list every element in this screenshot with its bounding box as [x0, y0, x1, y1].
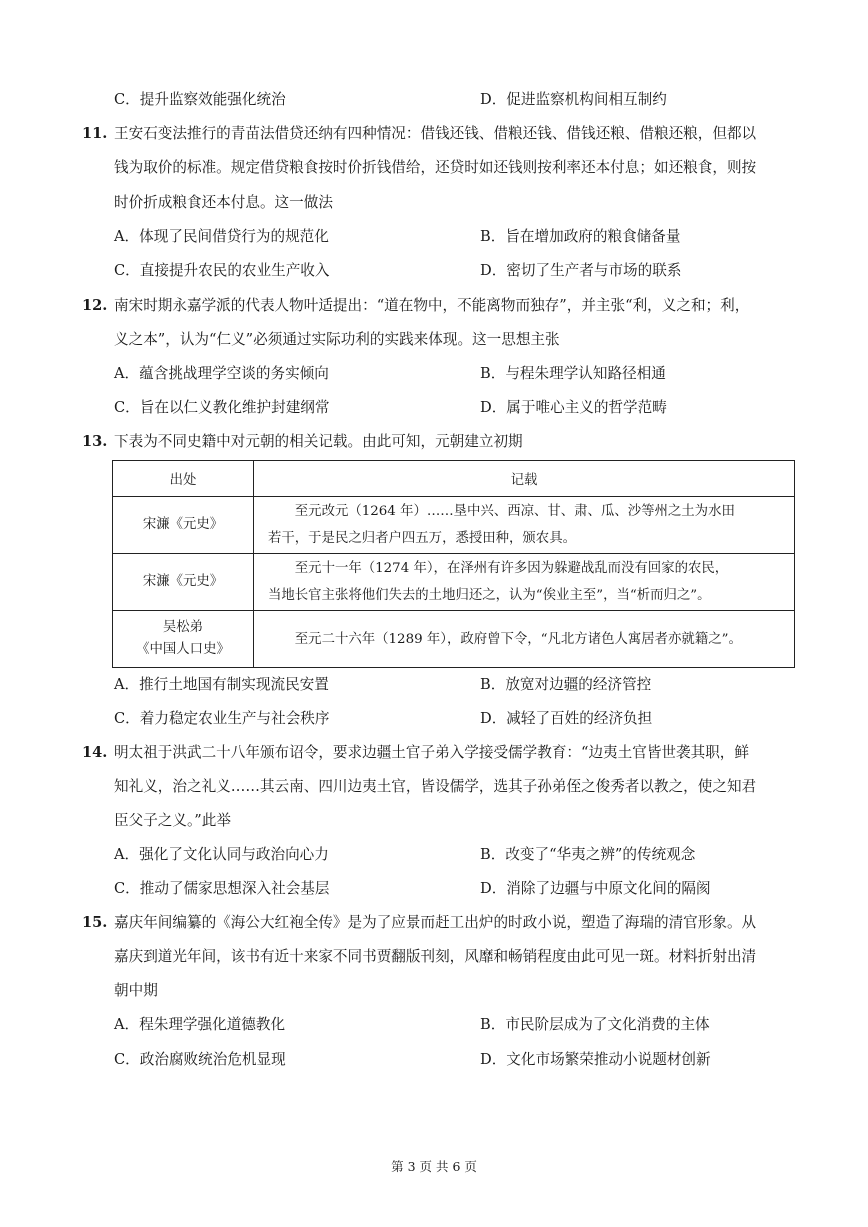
header-source: 出处 — [113, 461, 254, 497]
option-b: B．放宽对边疆的经济管控 — [480, 676, 652, 693]
option-a: A．推行土地国有制实现流民安置 — [114, 676, 329, 693]
records-table — [112, 460, 795, 668]
prev-option-c: C．提升监察效能强化统治 — [114, 91, 286, 108]
question-stem-line: 钱为取价的标准。规定借贷粮食按时价折钱借给，还贷时如还钱则按利率还本付息；如还粮食，则按 — [114, 159, 757, 176]
question-number: 15. — [82, 914, 108, 931]
record-cell — [254, 611, 795, 668]
option-a: A．强化了文化认同与政治向心力 — [114, 846, 329, 863]
source-text: 《中国人口史》 — [136, 642, 230, 657]
source-cell — [113, 554, 254, 611]
record-cell — [254, 554, 795, 611]
option-c: C．着力稳定农业生产与社会秩序 — [114, 710, 330, 727]
record-line: 至元改元（1264 年）……垦中兴、西凉、甘、肃、瓜、沙等州之土为水田 — [294, 504, 735, 519]
prev-option-d: D．促进监察机构间相互制约 — [480, 91, 667, 108]
question-stem-line: 王安石变法推行的青苗法借贷还纳有四种情况：借钱还钱、借粮还钱、借钱还粮、借粮还粮，但都以 — [114, 125, 757, 142]
question-stem-line: 时价折成粮食还本付息。这一做法 — [114, 194, 333, 211]
question-stem-line: 下表为不同史籍中对元朝的相关记载。由此可知，元朝建立初期 — [114, 433, 523, 450]
source-text: 吴松弟 — [162, 620, 204, 635]
question-number: 14. — [82, 744, 108, 761]
table-row — [113, 611, 795, 668]
option-c: C．政治腐败统治危机显现 — [114, 1051, 286, 1068]
option-c: C．旨在以仁义教化维护封建纲常 — [114, 399, 330, 416]
table-header-row — [113, 461, 795, 497]
table-row — [113, 497, 795, 554]
record-line: 至元二十六年（1289 年），政府曾下令，“凡北方诸色人寓居者亦就籍之”。 — [294, 631, 742, 647]
record-cell — [254, 497, 795, 554]
source-text: 宋濂《元史》 — [142, 574, 224, 589]
page-footer: 第 3 页 共 6 页 — [391, 1159, 477, 1174]
option-d: D．文化市场繁荣推动小说题材创新 — [480, 1051, 711, 1068]
question-stem-line: 嘉庆年间编纂的《海公大红袍全传》是为了应景而赶工出炉的时政小说，塑造了海瑞的清官形象。从 — [114, 914, 757, 931]
option-d: D．密切了生产者与市场的联系 — [480, 262, 682, 279]
question-stem-line: 知礼义，治之礼义……其云南、四川边夷土官，皆设儒学，选其子孙弟侄之俊秀者以教之，使之知君 — [114, 778, 757, 795]
option-b: B．旨在增加政府的粮食储备量 — [480, 228, 681, 245]
source-cell — [113, 497, 254, 554]
option-c: C．推动了儒家思想深入社会基层 — [114, 880, 330, 897]
table-row — [113, 554, 795, 611]
option-d: D．消除了边疆与中原文化间的隔阂 — [480, 880, 711, 897]
option-d: D．减轻了百姓的经济负担 — [480, 710, 653, 727]
question-stem-line: 南宋时期永嘉学派的代表人物叶适提出：“道在物中，不能离物而独存”，并主张“利，义之和；利， — [114, 297, 750, 314]
option-b: B．改变了“华夷之辨”的传统观念 — [480, 846, 696, 863]
option-d: D．属于唯心主义的哲学范畴 — [480, 399, 667, 416]
question-stem-line: 义之本”，认为“仁义”必须通过实际功利的实践来体现。这一思想主张 — [114, 331, 560, 348]
source-text: 宋濂《元史》 — [142, 517, 224, 532]
option-b: B．与程朱理学认知路径相通 — [480, 365, 666, 382]
question-number: 13. — [82, 433, 108, 450]
question-stem-line: 嘉庆到道光年间，该书有近十来家不同书贾翻版刊刻，风靡和畅销程度由此可见一斑。材料折射出清 — [114, 948, 757, 965]
option-a: A．程朱理学强化道德教化 — [114, 1016, 286, 1033]
header-record: 记载 — [254, 461, 795, 497]
option-b: B．市民阶层成为了文化消费的主体 — [480, 1016, 710, 1033]
question-number: 11. — [82, 125, 108, 142]
question-number: 12. — [82, 297, 108, 314]
option-a: A．蕴含挑战理学空谈的务实倾向 — [114, 365, 329, 382]
source-cell — [113, 611, 254, 668]
record-line: 至元十一年（1274 年），在泽州有许多因为躲避战乱而没有回家的农民， — [294, 561, 729, 576]
question-stem-line: 明太祖于洪武二十八年颁布诏令，要求边疆土官子弟入学接受儒学教育：“边夷土官皆世袭其职，鲜 — [114, 744, 749, 761]
question-stem-line: 朝中期 — [114, 982, 158, 999]
option-a: A．体现了民间借贷行为的规范化 — [114, 228, 329, 245]
record-line: 当地长官主张将他们失去的土地归还之，认为“俟业主至”，当“析而归之”。 — [268, 588, 711, 603]
option-c: C．直接提升农民的农业生产收入 — [114, 262, 330, 279]
record-line: 若干，于是民之归者户四五万，悉授田种，颁农具。 — [268, 531, 576, 546]
question-stem-line: 臣父子之义。”此举 — [114, 812, 231, 829]
